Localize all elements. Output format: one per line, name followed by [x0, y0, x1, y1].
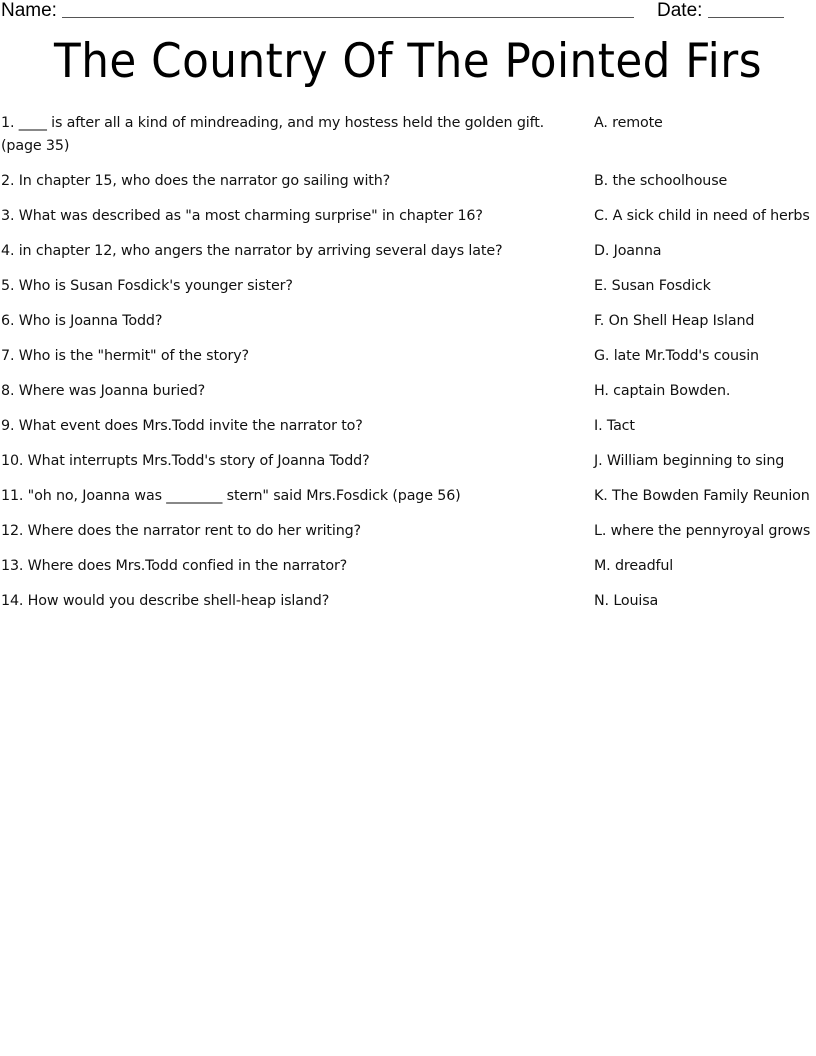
worksheet-title: The Country Of The Pointed Firs — [54, 34, 762, 89]
answer-item: G. late Mr.Todd's cousin — [594, 347, 759, 364]
answer-item: M. dreadful — [594, 557, 674, 574]
question-item: 12. Where does the narrator rent to do her writing? — [1, 522, 361, 539]
name-label: Name: — [1, 0, 57, 21]
answer-item: N. Louisa — [594, 592, 659, 609]
question-item: 6. Who is Joanna Todd? — [1, 312, 163, 329]
question-item: 8. Where was Joanna buried? — [1, 382, 206, 399]
question-item: 3. What was described as "a most charming surprise" in chapter 16? — [1, 207, 483, 224]
answers-list — [594, 112, 816, 625]
question-item: 13. Where does Mrs.Todd confied in the narrator? — [1, 557, 348, 574]
answer-item: C. A sick child in need of herbs — [594, 207, 810, 224]
question-item: 7. Who is the "hermit" of the story? — [1, 347, 249, 364]
answer-item: B. the schoolhouse — [594, 172, 728, 189]
answer-item: E. Susan Fosdick — [594, 277, 711, 294]
answer-item: D. Joanna — [594, 242, 662, 259]
answer-item: H. captain Bowden. — [594, 382, 731, 399]
answer-item: L. where the pennyroyal grows — [594, 522, 811, 539]
name-blank-line — [62, 17, 634, 18]
question-item: 11. "oh no, Joanna was ________ stern" said Mrs.Fosdick (page 56) — [1, 487, 461, 504]
question-item: 4. in chapter 12, who angers the narrator by arriving several days late? — [1, 242, 503, 259]
worksheet-header — [0, 0, 816, 22]
answer-item: J. William beginning to sing — [594, 452, 785, 469]
answer-item: F. On Shell Heap Island — [594, 312, 755, 329]
question-item: 10. What interrupts Mrs.Todd's story of Joanna Todd? — [1, 452, 370, 469]
date-label: Date: — [657, 0, 703, 21]
question-item: 9. What event does Mrs.Todd invite the narrator to? — [1, 417, 363, 434]
answer-item: K. The Bowden Family Reunion — [594, 487, 810, 504]
question-item: 1. ____ is after all a kind of mindreading, and my hostess held the golden gift. (page 35) — [1, 115, 545, 154]
date-blank-line — [708, 17, 784, 18]
question-item: 14. How would you describe shell-heap island? — [1, 592, 330, 609]
question-item: 5. Who is Susan Fosdick's younger sister? — [1, 277, 293, 294]
answer-item: I. Tact — [594, 417, 635, 434]
question-item: 2. In chapter 15, who does the narrator go sailing with? — [1, 172, 391, 189]
questions-list — [1, 112, 581, 625]
answer-item: A. remote — [594, 115, 663, 131]
